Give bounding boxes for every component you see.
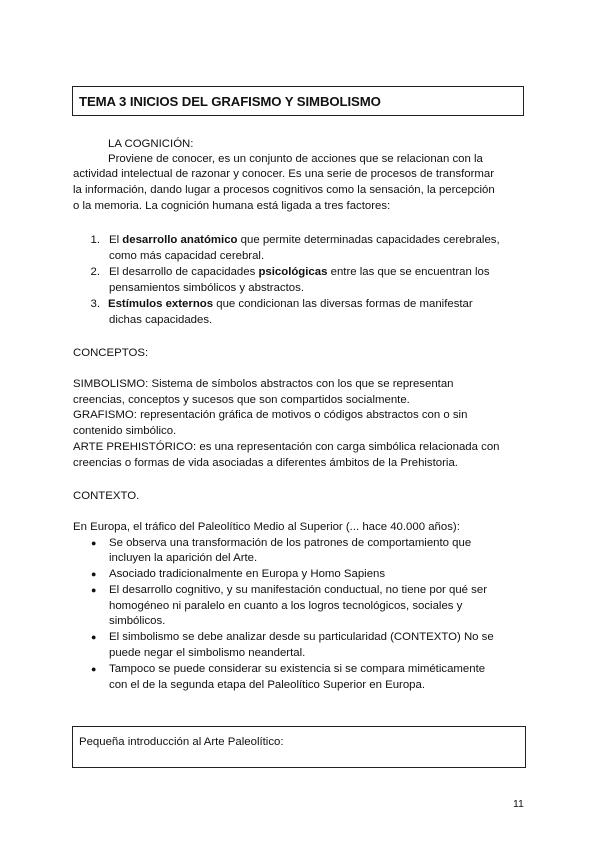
page-title: TEMA 3 INICIOS DEL GRAFISMO Y SIMBOLISMO bbox=[79, 94, 381, 109]
concepto-line: creencias o formas de vida asociadas a diferentes ámbitos de la Prehistoria. bbox=[73, 457, 458, 469]
bullet-line: puede negar el simbolismo neandertal. bbox=[109, 647, 306, 659]
bullet-icon: ● bbox=[91, 538, 97, 548]
conceptos-heading: CONCEPTOS: bbox=[73, 347, 149, 359]
list-number: 3. bbox=[90, 298, 100, 310]
factor-line-cont: como más capacidad cerebral. bbox=[109, 250, 265, 262]
bullet-line: con el de la segunda etapa del Paleolítico Superior en Europa. bbox=[109, 679, 425, 691]
bullet-icon: ● bbox=[91, 632, 97, 642]
intro-box bbox=[72, 726, 526, 768]
bullet-line: Se observa una transformación de los patrones de comportamiento que bbox=[109, 537, 472, 549]
bullet-icon: ● bbox=[91, 569, 97, 579]
cognicion-heading: LA COGNICIÓN: bbox=[108, 138, 194, 150]
title-box bbox=[72, 86, 524, 116]
bullet-line: Tampoco se puede considerar su existencia si se compara miméticamente bbox=[109, 663, 486, 675]
bullet-line: Asociado tradicionalmente en Europa y Homo Sapiens bbox=[109, 568, 386, 580]
bullet-line: homogéneo ni paralelo en cuanto a los logros tecnológicos, sociales y bbox=[109, 600, 463, 612]
bullet-icon: ● bbox=[91, 585, 97, 595]
cognicion-line: Proviene de conocer, es un conjunto de acciones que se relacionan con la bbox=[108, 153, 483, 165]
concepto-line: creencias, conceptos y sucesos que son compartidos socialmente. bbox=[73, 394, 410, 406]
factor-line-cont: dichas capacidades. bbox=[109, 314, 213, 326]
concepto-line: ARTE PREHISTÓRICO: es una representación con carga simbólica relacionada con bbox=[73, 441, 500, 453]
concepto-line: contenido simbólico. bbox=[73, 425, 177, 437]
concepto-line: GRAFISMO: representación gráfica de motivos o códigos abstractos con o sin bbox=[73, 409, 468, 421]
factor-line: El desarrollo de capacidades psicológicas entre las que se encuentran los bbox=[109, 266, 490, 278]
bullet-icon: ● bbox=[91, 664, 97, 674]
bullet-line: simbólicos. bbox=[109, 615, 166, 627]
contexto-intro: En Europa, el tráfico del Paleolítico Medio al Superior (... hace 40.000 años): bbox=[73, 521, 460, 533]
contexto-heading: CONTEXTO. bbox=[73, 490, 140, 502]
page-number: 11 bbox=[513, 798, 524, 810]
bullet-line: El desarrollo cognitivo, y su manifestación conductual, no tiene por qué ser bbox=[109, 584, 488, 596]
concepto-line: SIMBOLISMO: Sistema de símbolos abstractos con los que se representan bbox=[73, 378, 454, 390]
factor-line-cont: pensamientos simbólicos y abstractos. bbox=[109, 282, 304, 294]
factor-line: El desarrollo anatómico que permite determinadas capacidades cerebrales, bbox=[109, 234, 500, 246]
bullet-line: incluyen la aparición del Arte. bbox=[109, 552, 258, 564]
cognicion-line: actividad intelectual de razonar y conocer. Es una serie de procesos de transformar bbox=[73, 168, 495, 180]
bullet-line: El simbolismo se debe analizar desde su particularidad (CONTEXTO) No se bbox=[109, 631, 494, 643]
list-number: 2. bbox=[90, 266, 100, 278]
list-number: 1. bbox=[90, 234, 100, 246]
cognicion-line: o la memoria. La cognición humana está ligada a tres factores: bbox=[73, 200, 391, 212]
intro-box-text: Pequeña introducción al Arte Paleolítico: bbox=[79, 736, 284, 748]
cognicion-line: la información, dando lugar a procesos cognitivos como la sensación, la percepción bbox=[73, 184, 495, 196]
factor-line: Estímulos externos que condicionan las diversas formas de manifestar bbox=[108, 298, 473, 310]
